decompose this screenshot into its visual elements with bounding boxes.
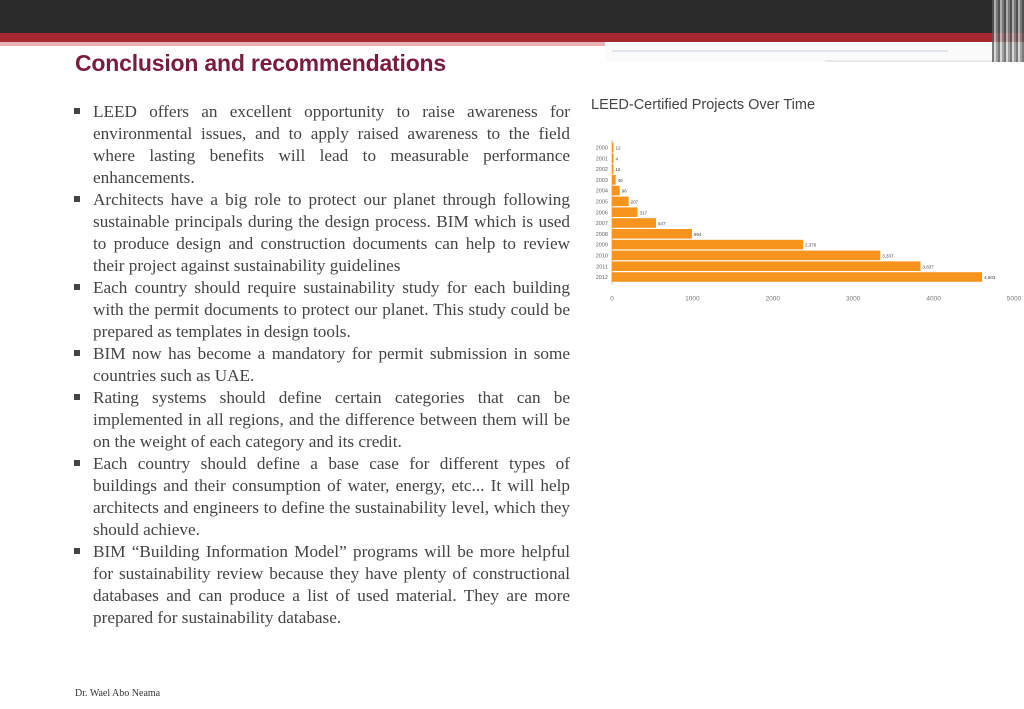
bar-value-label: 3,337 bbox=[882, 253, 894, 259]
bullet-item bbox=[74, 189, 570, 277]
bar bbox=[612, 197, 629, 207]
bar-value-label: 4 bbox=[615, 156, 619, 162]
bar-value-label: 46 bbox=[617, 177, 623, 183]
bar-value-label: 12 bbox=[615, 145, 621, 151]
bullet-square-icon bbox=[74, 394, 80, 400]
bar-value-label: 16 bbox=[615, 167, 621, 173]
bullet-square-icon bbox=[74, 108, 80, 114]
bar-value-label: 317 bbox=[639, 210, 648, 216]
x-tick-label: 5000 bbox=[1006, 295, 1022, 303]
bullet-text: Each country should define a base case for different types of buildings and their consumption of water, energy, etc... It will help architects and engineers to define the sustainability level, which they should achieve. bbox=[93, 454, 570, 539]
bar bbox=[612, 143, 614, 153]
top-pink-band bbox=[0, 42, 605, 46]
bar bbox=[612, 251, 880, 261]
slide-title: Conclusion and recommendations bbox=[75, 50, 446, 76]
bar bbox=[612, 261, 920, 271]
category-label: 2011 bbox=[596, 264, 608, 271]
bullet-item bbox=[74, 101, 570, 189]
bar bbox=[612, 186, 620, 196]
category-label: 2002 bbox=[595, 167, 608, 174]
category-label: 2010 bbox=[595, 253, 608, 260]
x-tick-label: 0 bbox=[610, 295, 614, 303]
leed-bar-chart bbox=[588, 138, 1024, 306]
bullet-item bbox=[74, 387, 570, 453]
header-divider-line bbox=[612, 50, 948, 52]
category-label: 2009 bbox=[595, 242, 608, 249]
top-dark-band bbox=[0, 0, 1024, 33]
bullet-text: Each country should require sustainability study for each building with the permit documents to protect our planet. This study could be prepared as templates in design tools. bbox=[93, 278, 570, 341]
category-label: 2005 bbox=[595, 199, 608, 206]
bar-value-label: 547 bbox=[657, 221, 666, 227]
bullet-text: BIM now has become a mandatory for permit submission in some countries such as UAE. bbox=[93, 344, 570, 385]
bullet-square-icon bbox=[74, 196, 80, 202]
x-tick-label: 4000 bbox=[926, 295, 941, 303]
bullet-item bbox=[74, 541, 570, 629]
bullet-text: LEED offers an excellent opportunity to raise awareness for environmental issues, and to apply raised awareness to the field where lasting benefits will lead to measurable performance enhancements. bbox=[93, 102, 570, 187]
bullet-list bbox=[74, 101, 570, 629]
bullet-item bbox=[74, 343, 570, 387]
category-label: 2007 bbox=[595, 221, 608, 228]
bullet-square-icon bbox=[74, 460, 80, 466]
bar bbox=[612, 153, 614, 163]
bullet-text: Architects have a big role to protect our planet through following sustainable principals during the design process. BIM which is used to produce design and construction documents can help to review their project against sustainability guidelines bbox=[93, 190, 570, 275]
bar bbox=[612, 240, 803, 250]
x-tick-label: 2000 bbox=[765, 295, 781, 303]
category-label: 2012 bbox=[595, 275, 608, 282]
bar bbox=[612, 175, 616, 185]
bullet-square-icon bbox=[74, 350, 80, 356]
bullet-square-icon bbox=[74, 284, 80, 290]
bullet-item bbox=[74, 277, 570, 343]
category-label: 2000 bbox=[595, 145, 608, 152]
bullet-square-icon bbox=[74, 548, 80, 554]
bar-value-label: 3,837 bbox=[922, 264, 934, 270]
bar bbox=[612, 207, 637, 217]
chart-title: LEED-Certified Projects Over Time bbox=[591, 97, 816, 113]
bar-value-label: 4,603 bbox=[984, 275, 996, 281]
footer-author: Dr. Wael Abo Neama bbox=[75, 688, 161, 699]
bar-value-label: 994 bbox=[693, 231, 702, 237]
bar bbox=[612, 164, 614, 174]
bullet-text: BIM “Building Information Model” programs will be more helpful for sustainability review because they have plenty of constructional databases and can produce a list of used material. They are more prepared for sustainability database. bbox=[93, 542, 570, 627]
category-label: 2008 bbox=[595, 231, 608, 238]
x-tick-label: 1000 bbox=[685, 295, 700, 303]
header-right-panel bbox=[605, 42, 1024, 62]
bullet-text: Rating systems should define certain categories that can be implemented in all regions, and the difference between them will be on the weight of each category and its credit. bbox=[93, 388, 570, 451]
category-label: 2003 bbox=[595, 177, 608, 184]
bullet-item bbox=[74, 453, 570, 541]
category-label: 2004 bbox=[595, 188, 608, 195]
bar bbox=[612, 218, 656, 228]
bar-value-label: 2,376 bbox=[805, 242, 817, 248]
top-red-band bbox=[0, 33, 1024, 42]
bar-value-label: 207 bbox=[630, 199, 639, 205]
bar-value-label: 96 bbox=[621, 188, 627, 194]
decorative-stripes bbox=[992, 0, 1024, 62]
bar bbox=[612, 229, 692, 239]
bar bbox=[612, 272, 982, 282]
category-label: 2006 bbox=[595, 210, 608, 217]
category-label: 2001 bbox=[595, 156, 608, 163]
x-tick-label: 3000 bbox=[845, 295, 861, 303]
